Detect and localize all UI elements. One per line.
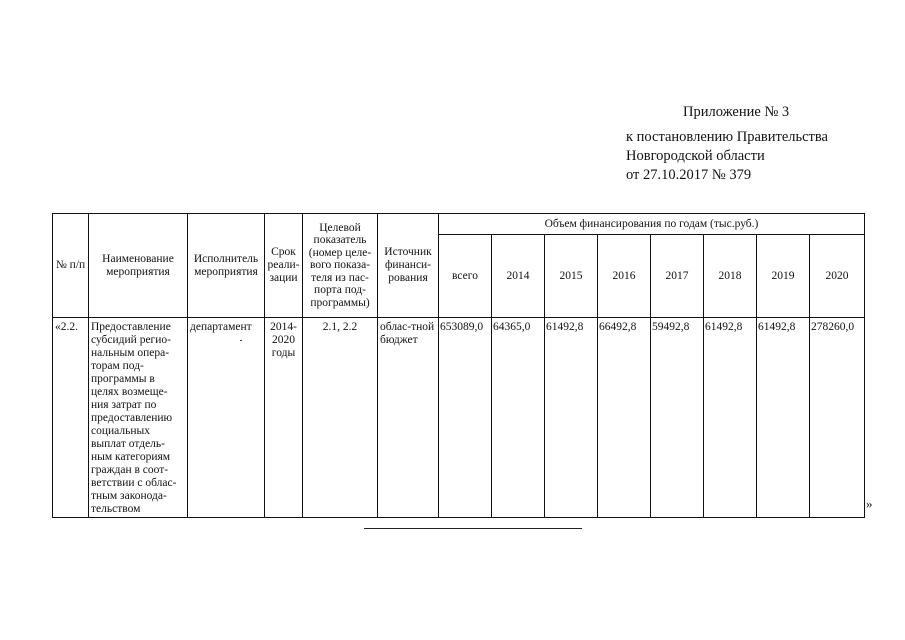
col-header-term: Срок реали-зации xyxy=(265,214,303,318)
col-header-financing: Объем финансирования по годам (тыс.руб.) xyxy=(439,214,865,235)
appendix-title: Приложение № 3 xyxy=(683,104,790,120)
col-header-year-2016: 2016 xyxy=(598,235,651,318)
col-header-year-2018: 2018 xyxy=(704,235,757,318)
subtitle-line-3: от 27.10.2017 № 379 xyxy=(626,167,752,183)
cell-target: 2.1, 2.2 xyxy=(303,318,378,518)
col-header-year-2020: 2020 xyxy=(810,235,865,318)
cell-2016: 66492,8 xyxy=(598,318,651,518)
col-header-year-2014: 2014 xyxy=(492,235,545,318)
cell-2019: 61492,8 xyxy=(757,318,810,518)
scan-speck xyxy=(240,340,242,341)
cell-2017: 59492,8 xyxy=(651,318,704,518)
separator-line xyxy=(364,528,582,529)
cell-name: Предоставление субсидий регио-нальным опера-торам под-программы в целях возмеще-ния затрат по предоставлению социальных выплат отдель-ным категориям граждан в соот-ветствии с облас-тным законода-тельством xyxy=(89,318,188,518)
closing-quote-mark: » xyxy=(866,496,873,511)
cell-total: 653089,0 xyxy=(439,318,492,518)
col-header-year-2019: 2019 xyxy=(757,235,810,318)
cell-2020: 278260,0 xyxy=(810,318,865,518)
cell-num: «2.2. xyxy=(53,318,89,518)
cell-source: облас-тной бюджет xyxy=(378,318,439,518)
cell-term: 2014-2020 годы xyxy=(265,318,303,518)
col-header-name: Наименование мероприятия xyxy=(89,214,188,318)
col-header-year-2017: 2017 xyxy=(651,235,704,318)
col-header-executor: Исполнитель мероприятия xyxy=(188,214,265,318)
subtitle-line-2: Новгородской области xyxy=(626,148,765,164)
cell-2018: 61492,8 xyxy=(704,318,757,518)
col-header-num: № п/п xyxy=(53,214,89,318)
col-header-source: Источник финанси-рования xyxy=(378,214,439,318)
col-header-year-2015: 2015 xyxy=(545,235,598,318)
subtitle-line-1: к постановлению Правительства xyxy=(626,129,828,145)
cell-2014: 64365,0 xyxy=(492,318,545,518)
col-header-total: всего xyxy=(439,235,492,318)
cell-2015: 61492,8 xyxy=(545,318,598,518)
financing-table xyxy=(52,213,865,518)
table-row xyxy=(53,318,865,518)
cell-executor: департамент xyxy=(188,318,265,518)
appendix-subtitle xyxy=(626,128,828,185)
col-header-target: Целевой показатель (номер целе-вого показа-теля из пас-порта под-программы) xyxy=(303,214,378,318)
